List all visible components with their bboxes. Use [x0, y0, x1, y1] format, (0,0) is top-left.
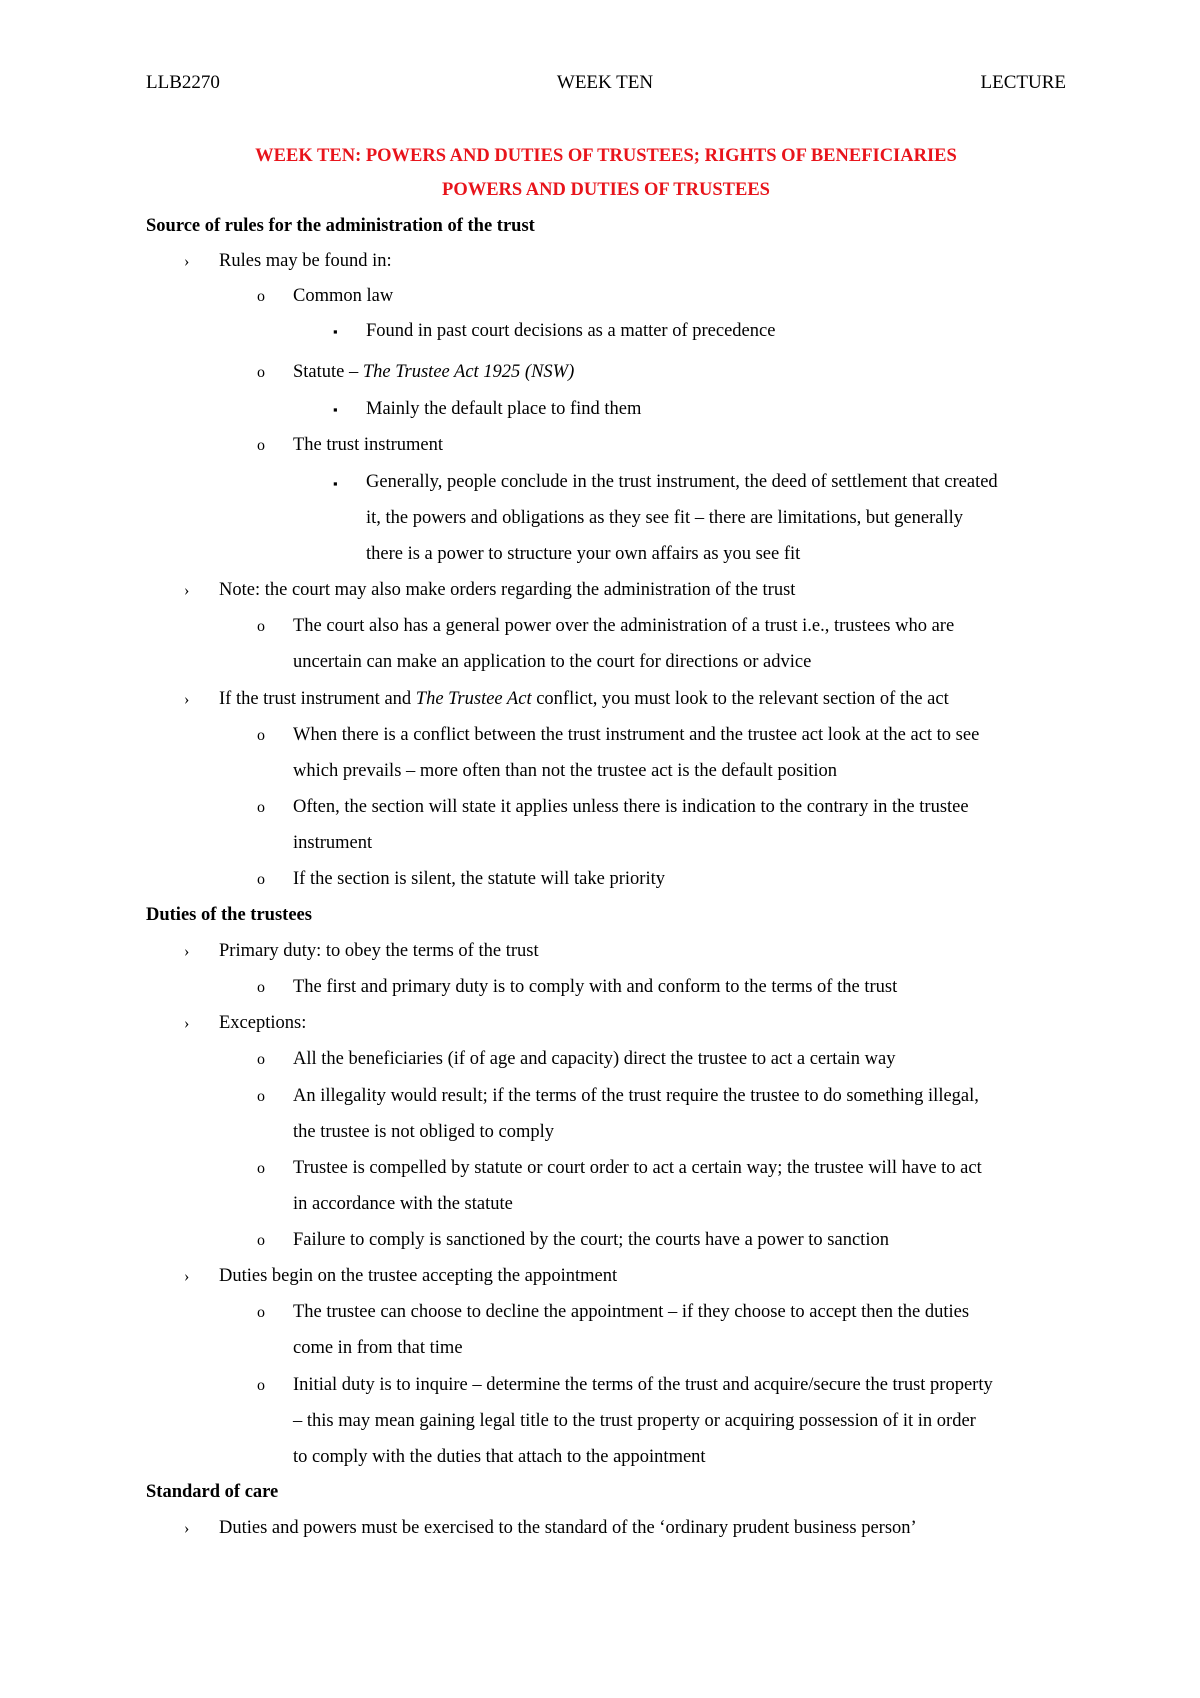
- bullet-circle-icon: o: [257, 437, 265, 454]
- list-item-continuation: in accordance with the statute: [293, 1194, 513, 1214]
- list-item: If the trust instrument and The Trustee Act conflict, you must look to the relevant section of the act: [219, 689, 949, 709]
- bullet-square-icon: ▪: [333, 324, 338, 339]
- bullet-circle-icon: o: [257, 871, 265, 888]
- list-item: Failure to comply is sanctioned by the court; the courts have a power to sanction: [293, 1230, 889, 1250]
- list-item: Found in past court decisions as a matter of precedence: [366, 321, 776, 341]
- list-item: Duties begin on the trustee accepting the appointment: [219, 1266, 618, 1286]
- bullet-circle-icon: o: [257, 1232, 265, 1249]
- bullet-circle-icon: o: [257, 1377, 265, 1394]
- list-item: Generally, people conclude in the trust instrument, the deed of settlement that created: [366, 472, 998, 492]
- header-type: LECTURE: [980, 72, 1066, 93]
- list-item-continuation: come in from that time: [293, 1338, 463, 1358]
- bullet-chevron-icon: ›: [184, 943, 190, 960]
- bullet-square-icon: ▪: [333, 402, 338, 417]
- header-course-code: LLB2270: [146, 72, 220, 93]
- bullet-chevron-icon: ›: [184, 582, 190, 599]
- list-item-continuation: to comply with the duties that attach to the appointment: [293, 1447, 706, 1467]
- list-item: All the beneficiaries (if of age and capacity) direct the trustee to act a certain way: [293, 1049, 896, 1069]
- page-title: WEEK TEN: POWERS AND DUTIES OF TRUSTEES; RIGHTS OF BENEFICIARIES: [255, 146, 957, 166]
- bullet-circle-icon: o: [257, 1088, 265, 1105]
- bullet-circle-icon: o: [257, 618, 265, 635]
- list-item: Exceptions:: [219, 1013, 307, 1033]
- bullet-circle-icon: o: [257, 364, 265, 381]
- list-item: The court also has a general power over the administration of a trust i.e., trustees who are: [293, 616, 955, 636]
- bullet-circle-icon: o: [257, 799, 265, 816]
- section-heading-care: Standard of care: [146, 1482, 279, 1502]
- list-item-continuation: uncertain can make an application to the court for directions or advice: [293, 652, 812, 672]
- list-item: Common law: [293, 286, 394, 306]
- list-item: Duties and powers must be exercised to the standard of the ‘ordinary prudent business person’: [219, 1518, 917, 1538]
- bullet-circle-icon: o: [257, 288, 265, 305]
- bullet-circle-icon: o: [257, 1304, 265, 1321]
- bullet-circle-icon: o: [257, 1160, 265, 1177]
- bullet-circle-icon: o: [257, 727, 265, 744]
- list-item: Mainly the default place to find them: [366, 399, 642, 419]
- list-item: The trustee can choose to decline the appointment – if they choose to accept then the duties: [293, 1302, 970, 1322]
- list-item: The trust instrument: [293, 435, 444, 455]
- list-item: An illegality would result; if the terms of the trust require the trustee to do something illegal,: [293, 1086, 979, 1106]
- list-item: Often, the section will state it applies unless there is indication to the contrary in the trustee: [293, 797, 969, 817]
- statute-title: The Trustee Act 1925 (NSW): [362, 362, 575, 382]
- list-item: Note: the court may also make orders regarding the administration of the trust: [219, 580, 796, 600]
- list-item-continuation: – this may mean gaining legal title to the trust property or acquiring possession of it in order: [293, 1411, 976, 1431]
- act-title: The Trustee Act: [415, 689, 532, 709]
- page-subtitle: POWERS AND DUTIES OF TRUSTEES: [442, 180, 770, 200]
- list-item-continuation: the trustee is not obliged to comply: [293, 1122, 555, 1142]
- header-week: WEEK TEN: [556, 72, 654, 93]
- bullet-chevron-icon: ›: [184, 1015, 190, 1032]
- bullet-circle-icon: o: [257, 979, 265, 996]
- bullet-square-icon: ▪: [333, 476, 338, 491]
- bullet-circle-icon: o: [257, 1051, 265, 1068]
- section-heading-duties: Duties of the trustees: [146, 905, 312, 925]
- list-item: Primary duty: to obey the terms of the trust: [219, 941, 539, 961]
- bullet-chevron-icon: ›: [184, 1268, 190, 1285]
- list-item-continuation: which prevails – more often than not the trustee act is the default position: [293, 761, 838, 781]
- list-item: When there is a conflict between the trust instrument and the trustee act look at the act to see: [293, 725, 980, 745]
- list-item: If the section is silent, the statute will take priority: [293, 869, 665, 889]
- list-item: Trustee is compelled by statute or court order to act a certain way; the trustee will have to act: [293, 1158, 982, 1178]
- list-item-continuation: instrument: [293, 833, 373, 853]
- list-item: Statute – The Trustee Act 1925 (NSW): [293, 362, 575, 382]
- list-item: The first and primary duty is to comply with and conform to the terms of the trust: [293, 977, 898, 997]
- list-item-continuation: there is a power to structure your own affairs as you see fit: [366, 544, 801, 564]
- list-item: Rules may be found in:: [219, 251, 392, 271]
- bullet-chevron-icon: ›: [184, 691, 190, 708]
- list-item: Initial duty is to inquire – determine the terms of the trust and acquire/secure the trust property: [293, 1375, 993, 1395]
- bullet-chevron-icon: ›: [184, 1520, 190, 1537]
- bullet-chevron-icon: ›: [184, 253, 190, 270]
- section-heading-source: Source of rules for the administration of the trust: [146, 216, 535, 236]
- list-item-continuation: it, the powers and obligations as they see fit – there are limitations, but generally: [366, 508, 963, 528]
